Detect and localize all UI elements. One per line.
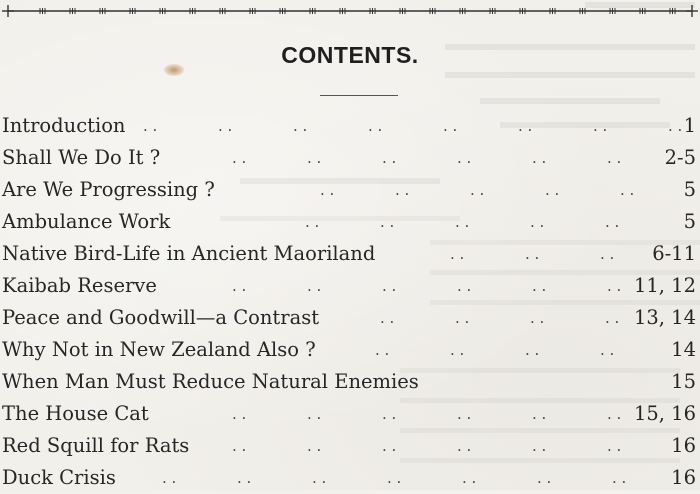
contents-entry-title: Red Squill for Rats <box>2 434 190 457</box>
title-underline <box>320 95 398 96</box>
contents-entry: The House Cat . . . . . . . . . . . . 15, 16 <box>0 398 700 430</box>
contents-entry-page: 15, 16 <box>633 402 696 425</box>
contents-entry: Shall We Do It ? . . . . . . . . . . . . 2-5 <box>0 142 700 174</box>
contents-entry: Introduction . . . . . . . . . . . . . . . . 1 <box>0 110 700 142</box>
contents-entry-page: 13, 14 <box>633 306 696 329</box>
contents-entry-title: Are We Progressing ? <box>2 178 215 201</box>
contents-entry: Red Squill for Rats . . . . . . . . . . . . 16 <box>0 430 700 462</box>
contents-entry-page: 11, 12 <box>633 274 696 297</box>
page-title: CONTENTS. <box>281 42 419 68</box>
contents-entry-title: Why Not in New Zealand Also ? <box>2 338 316 361</box>
contents-entry-page: 5 <box>683 178 696 201</box>
ornamental-top-rule <box>0 4 700 18</box>
contents-entry: Ambulance Work . . . . . . . . . . 5 <box>0 206 700 238</box>
contents-entry-title: Peace and Goodwill—a Contrast <box>2 306 320 329</box>
contents-entry-page: 5 <box>683 210 696 233</box>
contents-entry-page: 14 <box>671 338 696 361</box>
contents-entry: Duck Crisis . . . . . . . . . . . . . . 16 <box>0 462 700 494</box>
contents-entry-title: Duck Crisis <box>2 466 116 489</box>
contents-entry-title: Kaibab Reserve <box>2 274 157 297</box>
contents-entry-title: When Man Must Reduce Natural Enemies <box>2 370 419 393</box>
contents-entry: Why Not in New Zealand Also ? . . . . . . . . 14 <box>0 334 700 366</box>
contents-entry-title: Shall We Do It ? <box>2 146 161 169</box>
contents-entry <box>0 366 700 398</box>
contents-list <box>0 110 700 494</box>
contents-entry-title: Native Bird-Life in Ancient Maoriland <box>2 242 376 265</box>
contents-entry-page: 15 <box>671 370 696 393</box>
contents-entry-title: The House Cat <box>2 402 149 425</box>
contents-entry-title: Introduction <box>2 114 126 137</box>
contents-entry-title: Ambulance Work <box>2 210 171 233</box>
rule-end-cross-left <box>2 5 14 17</box>
contents-entry-page: 16 <box>671 466 696 489</box>
contents-entry-page: 1 <box>683 114 696 137</box>
contents-entry-page: 16 <box>671 434 696 457</box>
rule-end-cross-right <box>686 5 698 17</box>
contents-entry: Kaibab Reserve . . . . . . . . . . . . 11, 12 <box>0 270 700 302</box>
contents-entry: Native Bird-Life in Ancient Maoriland . . . . . . 6-11 <box>0 238 700 270</box>
contents-entry-page: 2-5 <box>664 146 696 169</box>
contents-entry: Peace and Goodwill—a Contrast . . . . . . . . 13, 14 <box>0 302 700 334</box>
contents-entry-page: 6-11 <box>652 242 696 265</box>
contents-entry: Are We Progressing ? . . . . . . . . . . 5 <box>0 174 700 206</box>
